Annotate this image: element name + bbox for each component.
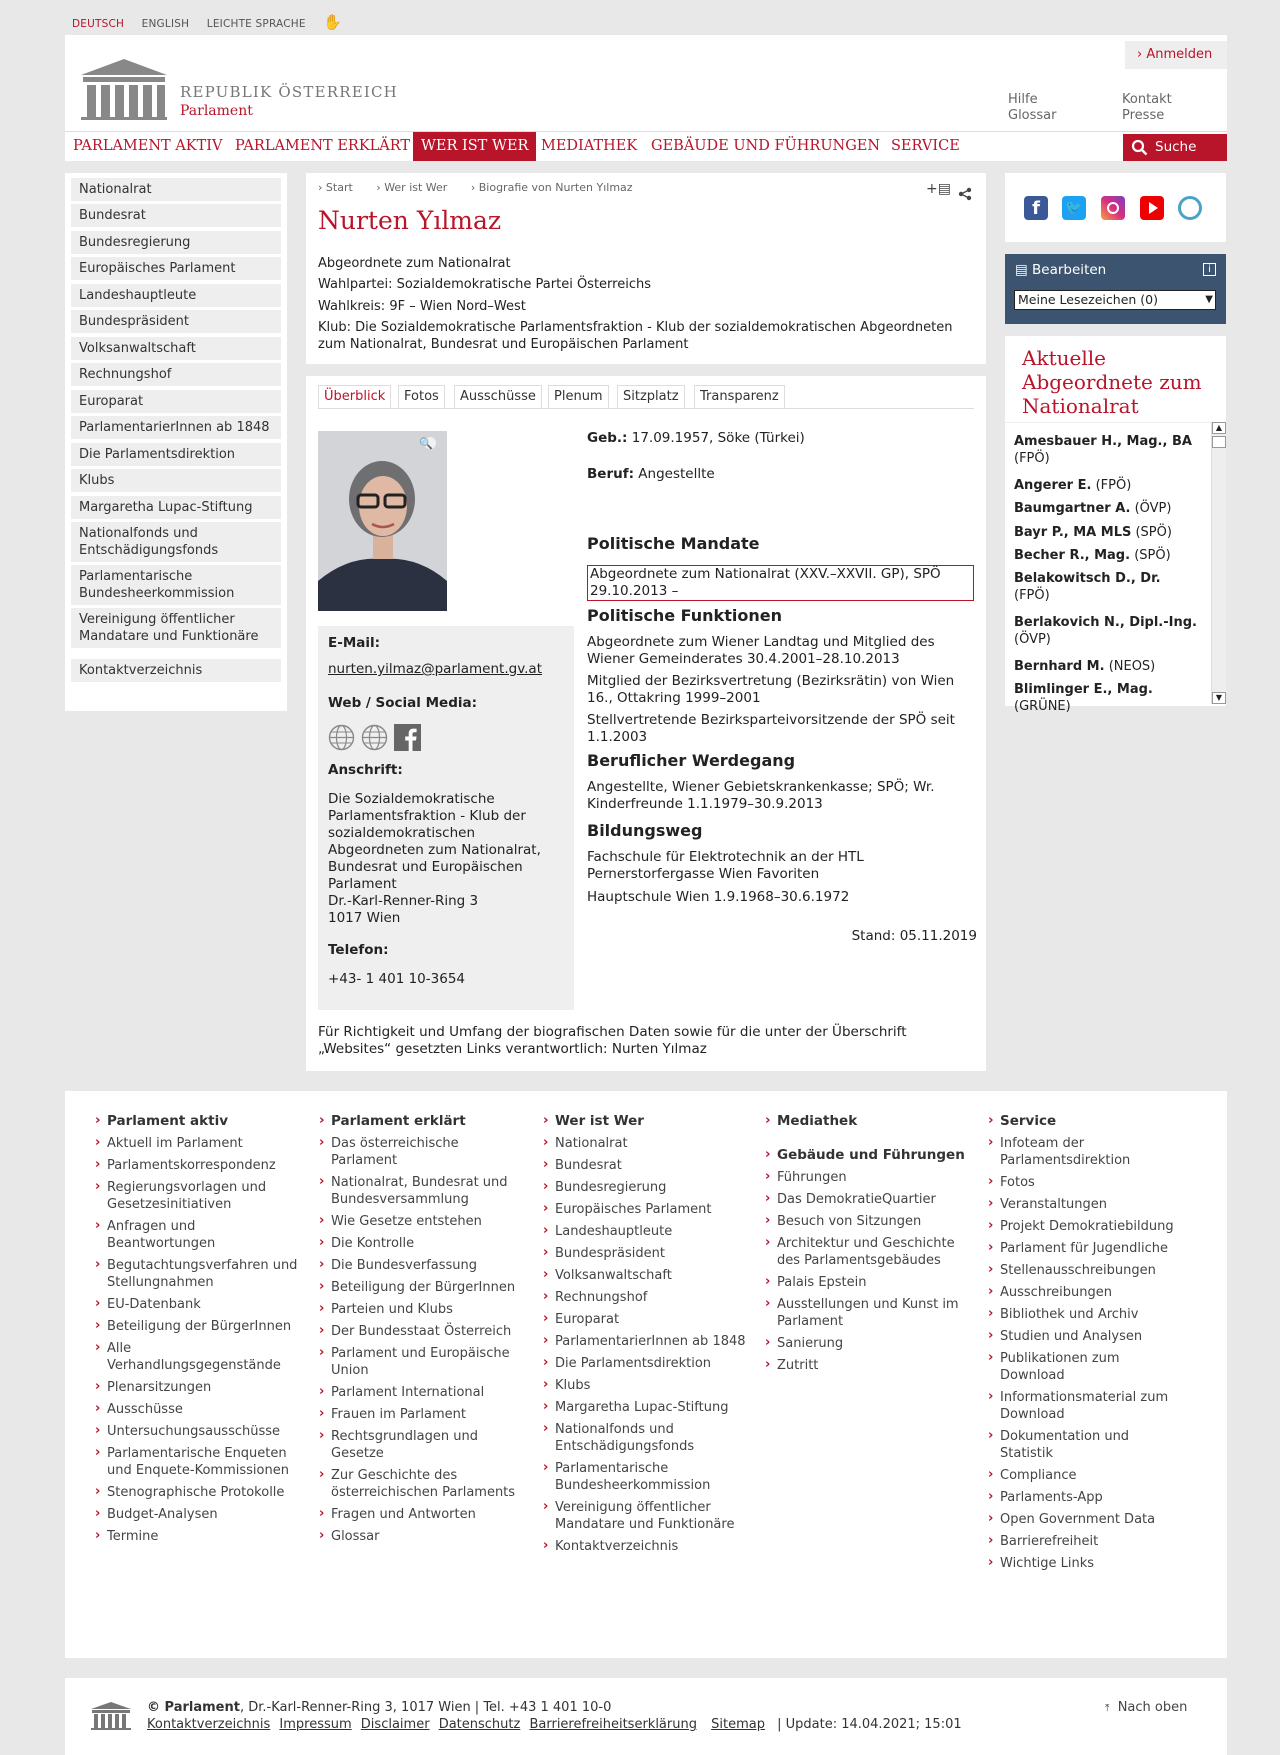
footer-link[interactable]: › Das österreichische Parlament bbox=[319, 1135, 524, 1169]
footer-link[interactable]: › Dokumentation und Statistik bbox=[988, 1428, 1183, 1462]
member-item[interactable]: Angerer E. (FPÖ) bbox=[1014, 478, 1132, 493]
heading-werdegang: Beruflicher Werdegang bbox=[587, 751, 796, 770]
member-item[interactable]: Baumgartner A. (ÖVP) bbox=[1014, 501, 1172, 516]
parliament-logo-icon[interactable] bbox=[79, 55, 169, 120]
sidebar-item-bundesheerkommission[interactable]: Parlamentarische Bundesheerkommission bbox=[71, 565, 281, 605]
footer-heading[interactable]: › Mediathek bbox=[765, 1113, 970, 1129]
sidebar-item-eu-parlament[interactable]: Europäisches Parlament bbox=[71, 257, 281, 280]
back-to-top-button[interactable] bbox=[1105, 1700, 1187, 1715]
facebook-icon[interactable]: f bbox=[1024, 196, 1048, 220]
nav-gebaeude[interactable]: GEBÄUDE UND FÜHRUNGEN bbox=[651, 138, 881, 154]
kontakt-link[interactable]: Kontakt bbox=[1122, 92, 1172, 107]
link-kontaktverzeichnis[interactable]: Kontaktverzeichnis bbox=[147, 1717, 271, 1732]
footer-link[interactable]: › Parlament für Jugendliche bbox=[988, 1240, 1183, 1257]
footer-link[interactable]: › Parlamentarische Enqueten und Enquete-Kommissionen bbox=[95, 1445, 300, 1479]
footer-link[interactable]: › Das DemokratieQuartier bbox=[765, 1191, 970, 1208]
footer-link[interactable]: › Nationalfonds und Entschädigungsfonds bbox=[543, 1421, 748, 1455]
address-label: Anschrift: bbox=[328, 762, 403, 778]
nav-wer-ist-wer[interactable]: WER IST WER bbox=[413, 132, 536, 161]
instagram-icon[interactable] bbox=[1101, 196, 1125, 220]
share-icon[interactable] bbox=[958, 187, 972, 201]
contact-box bbox=[318, 626, 574, 1010]
member-item[interactable]: Amesbauer H., Mag., BA (FPÖ) bbox=[1014, 434, 1192, 466]
sidebar-item-parlamentarierinnen[interactable]: ParlamentarierInnen ab 1848 bbox=[71, 416, 281, 439]
footer-col-parlament-aktiv bbox=[95, 1113, 300, 1550]
responsibility-note: Für Richtigkeit und Umfang der biografischen Daten sowie für die unter der Überschrift „Websites“ gesetzten Links verantwortlich: Nurten Yılmaz bbox=[318, 1024, 907, 1057]
funktion-3: Stellvertretende Bezirksparteivorsitzende der SPÖ seit 1.1.2003 bbox=[587, 712, 955, 745]
footer-link[interactable]: › Regierungsvorlagen und Gesetzesinitiativen bbox=[95, 1179, 300, 1213]
link-barrierefreiheitserklaerung[interactable]: Barrierefreiheitserklärung bbox=[529, 1717, 697, 1732]
sidebar-item-rechnungshof[interactable]: Rechnungshof bbox=[71, 363, 281, 386]
footer-link[interactable]: › Termine bbox=[95, 1528, 300, 1545]
site-footer bbox=[65, 1091, 1227, 1658]
tab-plenum[interactable]: Plenum bbox=[548, 385, 609, 409]
footer-link[interactable]: › Begutachtungsverfahren und Stellungnahmen bbox=[95, 1257, 300, 1291]
email-label: E-Mail: bbox=[328, 635, 381, 651]
footer-heading[interactable]: › Wer ist Wer bbox=[543, 1113, 748, 1129]
breadcrumb-start[interactable]: Start bbox=[325, 181, 353, 194]
members-scrollbar[interactable] bbox=[1211, 422, 1226, 704]
stand-date: Stand: 05.11.2019 bbox=[851, 928, 977, 944]
social-media-box bbox=[1005, 173, 1226, 242]
footer-link[interactable]: › Untersuchungsausschüsse bbox=[95, 1423, 300, 1440]
sidebar-item-bundesregierung[interactable]: Bundesregierung bbox=[71, 231, 281, 254]
sidebar-item-landeshauptleute[interactable]: Landeshauptleute bbox=[71, 284, 281, 307]
werdegang-1: Angestellte, Wiener Gebietskrankenkasse; SPÖ; Wr. Kinderfreunde 1.1.1979–30.9.2013 bbox=[587, 779, 935, 812]
sidebar-item-volksanwaltschaft[interactable]: Volksanwaltschaft bbox=[71, 337, 281, 360]
footer-link[interactable]: › Anfragen und Beantwortungen bbox=[95, 1218, 300, 1252]
website-globe-icon[interactable] bbox=[361, 724, 388, 751]
footer-link[interactable]: › Bundesrat bbox=[543, 1157, 748, 1174]
scroll-down-icon[interactable]: ▼ bbox=[1212, 692, 1226, 704]
footer-link[interactable]: › Publikationen zum Download bbox=[988, 1350, 1183, 1384]
footer-link[interactable]: › ParlamentarierInnen ab 1848 bbox=[543, 1333, 748, 1350]
footer-link[interactable]: › Kontaktverzeichnis bbox=[543, 1538, 748, 1555]
footer-link[interactable]: › Ausschüsse bbox=[95, 1401, 300, 1418]
sidebar-item-bundesrat[interactable]: Bundesrat bbox=[71, 204, 281, 227]
member-item[interactable]: Blimlinger E., Mag. (GRÜNE) bbox=[1014, 682, 1153, 714]
link-impressum[interactable]: Impressum bbox=[279, 1717, 352, 1732]
breadcrumb-current: Biografie von Nurten Yılmaz bbox=[478, 181, 633, 194]
person-photo[interactable] bbox=[318, 431, 447, 611]
address-text: Die Sozialdemokratische Parlamentsfraktion - Klub der sozialdemokratischen Abgeordneten zum Nationalrat, Bundesrat und Europäischen Parlament bbox=[328, 791, 541, 892]
sidebar-item-bundespraesident[interactable]: Bundespräsident bbox=[71, 310, 281, 333]
footer-link[interactable]: › Zur Geschichte des österreichischen Parlaments bbox=[319, 1467, 524, 1501]
footer-link[interactable]: › Die Kontrolle bbox=[319, 1235, 524, 1252]
scroll-up-icon[interactable]: ▲ bbox=[1212, 422, 1226, 434]
footer-link[interactable]: › Europarat bbox=[543, 1311, 748, 1328]
search-label: Suche bbox=[1155, 139, 1197, 155]
bildung-2: Hauptschule Wien 1.9.1968–30.6.1972 bbox=[587, 889, 850, 905]
address-city: 1017 Wien bbox=[328, 910, 401, 926]
youtube-icon[interactable] bbox=[1140, 196, 1164, 220]
footer-link[interactable]: › Informationsmaterial zum Download bbox=[988, 1389, 1183, 1423]
tab-ausschuesse[interactable]: Ausschüsse bbox=[454, 385, 542, 409]
footer-heading[interactable]: › Parlament erklärt bbox=[319, 1113, 524, 1129]
footer-link[interactable]: › Der Bundesstaat Österreich bbox=[319, 1323, 524, 1340]
scroll-thumb[interactable] bbox=[1212, 436, 1226, 448]
facebook-icon[interactable] bbox=[394, 724, 421, 751]
search-icon bbox=[1131, 139, 1148, 156]
footer-link[interactable]: › Glossar bbox=[319, 1528, 524, 1545]
footer-link[interactable]: › Europäisches Parlament bbox=[543, 1201, 748, 1218]
current-members-box bbox=[1005, 336, 1226, 714]
footer-link[interactable]: › Palais Epstein bbox=[765, 1274, 970, 1291]
birth-value: 17.09.1957, Söke (Türkei) bbox=[631, 430, 805, 446]
sidebar-item-nationalrat[interactable]: Nationalrat bbox=[71, 178, 281, 201]
bottom-bar bbox=[65, 1678, 1227, 1755]
member-item[interactable]: Bayr P., MA MLS (SPÖ) bbox=[1014, 525, 1172, 540]
footer-link[interactable]: › Veranstaltungen bbox=[988, 1196, 1183, 1213]
tab-ueberblick[interactable]: Überblick bbox=[318, 385, 391, 409]
logo-subtitle: Parlament bbox=[180, 103, 253, 119]
edit-label: Bearbeiten bbox=[1032, 262, 1107, 278]
heading-bildung: Bildungsweg bbox=[587, 821, 703, 840]
member-item[interactable]: Bernhard M. (NEOS) bbox=[1014, 659, 1156, 674]
footer-link[interactable]: › Fotos bbox=[988, 1174, 1183, 1191]
birth-label: Geb.: bbox=[587, 430, 628, 446]
footer-link[interactable]: › Vereinigung öffentlicher Mandatare und Funktionäre bbox=[543, 1499, 748, 1533]
footer-link[interactable]: › Parlaments-App bbox=[988, 1489, 1183, 1506]
member-item[interactable]: Berlakovich N., Dipl.-Ing. (ÖVP) bbox=[1014, 615, 1197, 647]
web-label: Web / Social Media: bbox=[328, 695, 478, 711]
footer-link[interactable]: › Aktuell im Parlament bbox=[95, 1135, 300, 1152]
page-title: Nurten Yılmaz bbox=[318, 206, 502, 235]
sidebar-nav bbox=[65, 173, 287, 711]
email-link[interactable]: nurten.yilmaz@parlament.gv.at bbox=[328, 661, 542, 677]
member-item[interactable]: Belakowitsch D., Dr. (FPÖ) bbox=[1014, 571, 1161, 603]
sidebar-item-vereinigung[interactable]: Vereinigung öffentlicher Mandatare und Funktionäre bbox=[71, 608, 281, 648]
footer-link[interactable]: › Bundesregierung bbox=[543, 1179, 748, 1196]
footer-link[interactable]: › Nationalrat, Bundesrat und Bundesversammlung bbox=[319, 1174, 524, 1208]
funktion-1: Abgeordnete zum Wiener Landtag und Mitglied des Wiener Gemeinderates 30.4.2001–28.10.2013 bbox=[587, 634, 935, 667]
footer-link[interactable]: › Open Government Data bbox=[988, 1511, 1183, 1528]
breadcrumb-wer-ist-wer[interactable]: Wer ist Wer bbox=[384, 181, 448, 194]
footer-link[interactable]: › Parlamentskorrespondenz bbox=[95, 1157, 300, 1174]
footer-link[interactable]: › Budget-Analysen bbox=[95, 1506, 300, 1523]
demokratie-webstatt-icon[interactable] bbox=[1178, 196, 1202, 220]
member-item[interactable]: Becher R., Mag. (SPÖ) bbox=[1014, 548, 1171, 563]
nav-parlament-aktiv[interactable]: PARLAMENT AKTIV bbox=[73, 138, 223, 154]
sidebar-item-klubs[interactable]: Klubs bbox=[71, 469, 281, 492]
footer-link[interactable]: › Parlamentarische Bundesheerkommission bbox=[543, 1460, 748, 1494]
zoom-icon[interactable]: 🔍 bbox=[419, 437, 433, 450]
footer-link[interactable]: › Stenographische Protokolle bbox=[95, 1484, 300, 1501]
footer-link[interactable]: › Alle Verhandlungsgegenstände bbox=[95, 1340, 300, 1374]
breadcrumb: › Start › Wer ist Wer › Biografie von Nurten Yılmaz bbox=[318, 181, 633, 194]
footer-link[interactable]: › Zutritt bbox=[765, 1357, 970, 1374]
footer-link[interactable]: › Studien und Analysen bbox=[988, 1328, 1183, 1345]
heading-funktionen: Politische Funktionen bbox=[587, 606, 782, 625]
util-links-2 bbox=[1122, 92, 1172, 124]
footer-link[interactable]: › Parlament International bbox=[319, 1384, 524, 1401]
login-label: Anmelden bbox=[1146, 47, 1213, 62]
twitter-icon[interactable]: 🐦 bbox=[1062, 196, 1086, 220]
footer-col-parlament-erklaert bbox=[319, 1113, 524, 1550]
sidebar-item-nationalfonds[interactable]: Nationalfonds und Entschädigungsfonds bbox=[71, 522, 281, 562]
footer-link[interactable]: › Ausschreibungen bbox=[988, 1284, 1183, 1301]
footer-link[interactable]: › Parteien und Klubs bbox=[319, 1301, 524, 1318]
link-datenschutz[interactable]: Datenschutz bbox=[438, 1717, 521, 1732]
footer-link[interactable]: › Sanierung bbox=[765, 1335, 970, 1352]
lang-deutsch[interactable]: DEUTSCH bbox=[72, 18, 125, 30]
footer-link[interactable]: › Infoteam der Parlamentsdirektion bbox=[988, 1135, 1183, 1169]
chevron-down-icon: ▼ bbox=[1205, 294, 1213, 305]
glossar-link[interactable]: Glossar bbox=[1008, 108, 1057, 123]
main-nav bbox=[65, 131, 1227, 161]
footer-link[interactable]: › Beteiligung der BürgerInnen bbox=[95, 1318, 300, 1335]
biography-card bbox=[306, 376, 986, 1071]
link-sitemap[interactable]: Sitemap bbox=[711, 1717, 765, 1732]
footer-link[interactable]: › Die Bundesverfassung bbox=[319, 1257, 524, 1274]
arrow-up-icon: ⤒ bbox=[1105, 1703, 1110, 1714]
bildung-1: Fachschule für Elektrotechnik an der HTL Pernerstorfergasse Wien Favoriten bbox=[587, 849, 864, 882]
footer-heading[interactable]: › Service bbox=[988, 1113, 1183, 1129]
phone-label: Telefon: bbox=[328, 942, 389, 958]
search-button[interactable] bbox=[1123, 134, 1227, 161]
members-title: Aktuelle Abgeordnete zum Nationalrat bbox=[1022, 346, 1202, 418]
person-district: Wahlkreis: 9F – Wien Nord–West bbox=[318, 299, 526, 314]
footer-link[interactable]: › Wie Gesetze entstehen bbox=[319, 1213, 524, 1230]
website-globe-icon[interactable] bbox=[328, 724, 355, 751]
person-header-card bbox=[306, 173, 986, 364]
parliament-logo-icon[interactable] bbox=[90, 1700, 132, 1730]
copyright: © Parlament, Dr.-Karl-Renner-Ring 3, 1017 Wien | Tel. +43 1 401 10-0 bbox=[147, 1700, 612, 1715]
lang-leichte-sprache[interactable]: LEICHTE SPRACHE bbox=[206, 18, 306, 30]
footer-link[interactable]: › Compliance bbox=[988, 1467, 1183, 1484]
mandate-entry: Abgeordnete zum Nationalrat (XXV.–XXVII. GP), SPÖ 29.10.2013 – bbox=[587, 565, 974, 601]
footer-link[interactable]: › Rechtsgrundlagen und Gesetze bbox=[319, 1428, 524, 1462]
info-icon[interactable]: i bbox=[1203, 263, 1216, 276]
update-date: | Update: 14.04.2021; 15:01 bbox=[777, 1717, 962, 1732]
footer-link[interactable]: › Bundespräsident bbox=[543, 1245, 748, 1262]
footer-link[interactable]: › Bibliothek und Archiv bbox=[988, 1306, 1183, 1323]
heading-mandate: Politische Mandate bbox=[587, 534, 760, 553]
footer-link[interactable]: › Fragen und Antworten bbox=[319, 1506, 524, 1523]
footer-link[interactable]: › Parlament und Europäische Union bbox=[319, 1345, 524, 1379]
footer-link[interactable]: › Architektur und Geschichte des Parlamentsgebäudes bbox=[765, 1235, 970, 1269]
footer-link[interactable]: › Ausstellungen und Kunst im Parlament bbox=[765, 1296, 970, 1330]
sign-language-icon[interactable]: ✋ bbox=[323, 13, 343, 31]
funktion-2: Mitglied der Bezirksvertretung (Bezirksrätin) von Wien 16., Ottakring 1999–2001 bbox=[587, 673, 955, 706]
footer-link[interactable]: › Plenarsitzungen bbox=[95, 1379, 300, 1396]
bookmarks-select[interactable] bbox=[1014, 290, 1216, 310]
footer-link[interactable]: › EU-Datenbank bbox=[95, 1296, 300, 1313]
presse-link[interactable]: Presse bbox=[1122, 108, 1165, 123]
nav-service[interactable]: SERVICE bbox=[891, 138, 960, 154]
tab-sitzplatz[interactable]: Sitzplatz bbox=[617, 385, 685, 409]
sidebar-item-kontaktverzeichnis[interactable]: Kontaktverzeichnis bbox=[71, 659, 281, 682]
nav-mediathek[interactable]: MEDIATHEK bbox=[541, 138, 638, 154]
job-value: Angestellte bbox=[638, 466, 715, 482]
footer-col-service bbox=[988, 1113, 1183, 1577]
footer-link[interactable]: › Margaretha Lupac-Stiftung bbox=[543, 1399, 748, 1416]
footer-link[interactable]: › Frauen im Parlament bbox=[319, 1406, 524, 1423]
tab-fotos[interactable]: Fotos bbox=[398, 385, 445, 409]
footer-col-mediathek bbox=[765, 1113, 970, 1379]
footer-link[interactable]: › Klubs bbox=[543, 1377, 748, 1394]
job-label: Beruf: bbox=[587, 466, 634, 482]
hilfe-link[interactable]: Hilfe bbox=[1008, 92, 1038, 107]
footer-link[interactable]: › Wichtige Links bbox=[988, 1555, 1183, 1572]
sidebar-item-parlamentsdirektion[interactable]: Die Parlamentsdirektion bbox=[71, 443, 281, 466]
footer-link[interactable]: › Barrierefreiheit bbox=[988, 1533, 1183, 1550]
footer-link[interactable]: › Stellenausschreibungen bbox=[988, 1262, 1183, 1279]
footer-link[interactable]: › Volksanwaltschaft bbox=[543, 1267, 748, 1284]
util-links-1 bbox=[1008, 92, 1057, 124]
bottom-links bbox=[147, 1717, 962, 1732]
bookmarks-title: ▤ Bearbeiten bbox=[1015, 262, 1107, 278]
language-bar bbox=[72, 13, 356, 31]
bookmark-add-icon[interactable]: +▤ bbox=[926, 181, 951, 197]
phone-number: +43- 1 401 10-3654 bbox=[328, 971, 465, 987]
footer-link[interactable]: › Beteiligung der BürgerInnen bbox=[319, 1279, 524, 1296]
footer-link[interactable]: › Landeshauptleute bbox=[543, 1223, 748, 1240]
tab-transparenz[interactable]: Transparenz bbox=[694, 385, 785, 409]
footer-link[interactable]: › Rechnungshof bbox=[543, 1289, 748, 1306]
back-to-top-label: Nach oben bbox=[1117, 1700, 1188, 1715]
footer-heading[interactable]: › Gebäude und Führungen bbox=[765, 1147, 970, 1163]
footer-link[interactable]: › Führungen bbox=[765, 1169, 970, 1186]
members-list bbox=[1005, 422, 1212, 714]
sidebar-item-lupac[interactable]: Margaretha Lupac-Stiftung bbox=[71, 496, 281, 519]
bookmarks-box bbox=[1005, 254, 1226, 324]
link-disclaimer[interactable]: Disclaimer bbox=[360, 1717, 430, 1732]
login-button[interactable]: › Anmelden bbox=[1125, 41, 1227, 69]
person-role: Abgeordnete zum Nationalrat bbox=[318, 256, 511, 271]
footer-heading[interactable]: › Parlament aktiv bbox=[95, 1113, 300, 1129]
sidebar-item-europarat[interactable]: Europarat bbox=[71, 390, 281, 413]
nav-parlament-erklaert[interactable]: PARLAMENT ERKLÄRT bbox=[235, 138, 411, 154]
footer-link[interactable]: › Die Parlamentsdirektion bbox=[543, 1355, 748, 1372]
lang-english[interactable]: ENGLISH bbox=[141, 18, 190, 30]
footer-link[interactable]: › Besuch von Sitzungen bbox=[765, 1213, 970, 1230]
tab-divider bbox=[318, 408, 974, 409]
footer-link[interactable]: › Nationalrat bbox=[543, 1135, 748, 1152]
footer-link[interactable]: › Projekt Demokratiebildung bbox=[988, 1218, 1183, 1235]
bookmarks-select-value: Meine Lesezeichen (0) bbox=[1018, 292, 1158, 307]
person-party: Wahlpartei: Sozialdemokratische Partei Österreichs bbox=[318, 277, 651, 292]
footer-col-wer-ist-wer bbox=[543, 1113, 748, 1560]
logo-title: REPUBLIK ÖSTERREICH bbox=[180, 83, 398, 101]
person-klub: Klub: Die Sozialdemokratische Parlamentsfraktion - Klub der sozialdemokratischen Abgeordneten zum Nationalrat, Bundesrat und Europäischen Parlament bbox=[318, 320, 953, 352]
address-street: Dr.-Karl-Renner-Ring 3 bbox=[328, 893, 479, 909]
